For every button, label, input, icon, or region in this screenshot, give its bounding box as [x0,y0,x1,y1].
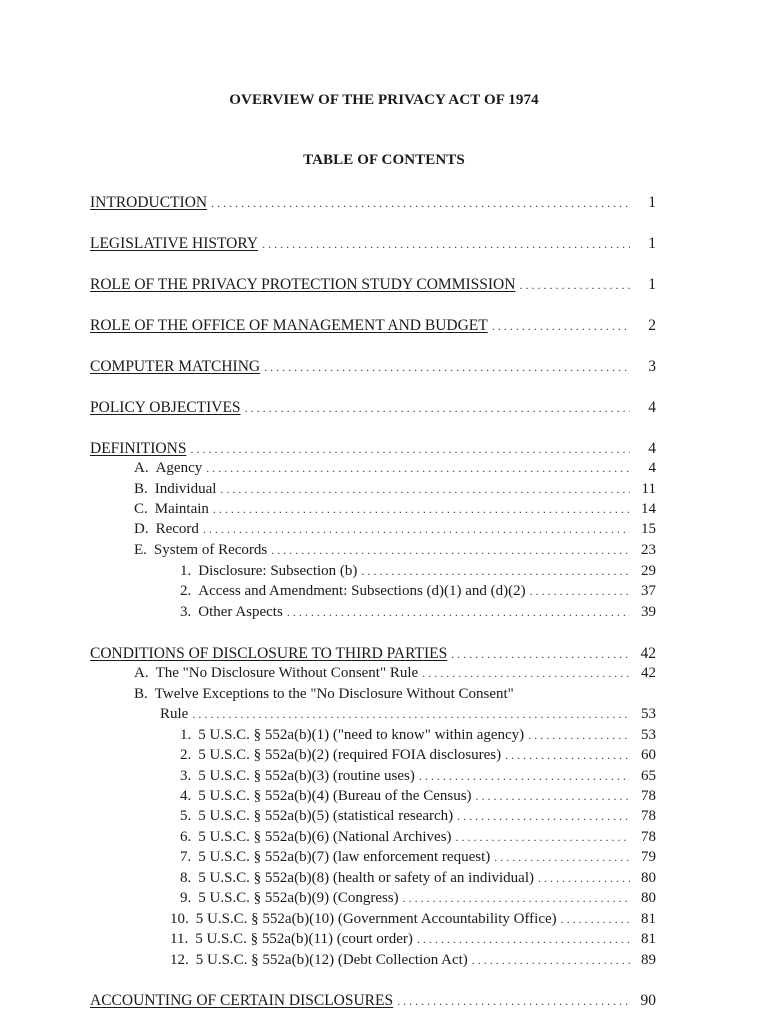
toc-page-number: 89 [641,952,656,968]
toc-item-label[interactable]: 2. 5 U.S.C. § 552a(b)(2) (required FOIA disclosures) [180,747,502,763]
toc-item-exception-10[interactable] [170,911,656,931]
toc-page-number: 1 [648,194,656,211]
toc-subentry-label[interactable]: A. Agency [134,460,203,476]
toc-item-label[interactable]: 7. 5 U.S.C. § 552a(b)(7) (law enforcement request) [180,849,491,865]
toc-subentry-label-continued[interactable]: Rule [160,706,189,722]
dot-leader [505,748,630,763]
toc-page-number: 4 [648,399,656,416]
toc-item-label[interactable]: 3. Other Aspects [180,604,283,620]
toc-subentry-twelve-exceptions-line1[interactable] [134,686,656,706]
toc-page-number: 37 [641,583,656,599]
dot-leader [419,769,630,784]
toc-entry-label[interactable]: ROLE OF THE PRIVACY PROTECTION STUDY COMMISSION [90,276,516,293]
toc-page-number: 81 [641,931,656,947]
toc-item-disclosure-subsection-b[interactable] [180,563,656,583]
toc-page-number: 2 [648,317,656,334]
toc-page-number: 65 [641,768,656,784]
toc-page-number: 53 [641,706,656,722]
toc-item-label[interactable]: 3. 5 U.S.C. § 552a(b)(3) (routine uses) [180,768,415,784]
dot-leader [403,891,630,906]
dot-leader [492,319,630,334]
toc-item-label[interactable]: 6. 5 U.S.C. § 552a(b)(6) (National Archives) [180,829,452,845]
toc-page-number: 78 [641,788,656,804]
toc-entry-privacy-protection-study-commission[interactable] [90,276,656,296]
toc-entry-office-of-management-and-budget[interactable] [90,317,656,337]
dot-leader [361,564,630,579]
toc-item-exception-8[interactable] [180,870,656,890]
toc-page-number: 81 [641,911,656,927]
toc-item-label[interactable]: 12. 5 U.S.C. § 552a(b)(12) (Debt Collection Act) [170,952,468,968]
toc-entry-introduction[interactable] [90,194,656,214]
toc-page-number: 60 [641,747,656,763]
document-title: OVERVIEW OF THE PRIVACY ACT OF 1974 [229,92,539,108]
toc-page-number: 39 [641,604,656,620]
dot-leader [206,461,630,476]
dot-leader [192,707,630,722]
toc-item-label[interactable]: 1. 5 U.S.C. § 552a(b)(1) ("need to know" within agency) [180,727,525,743]
toc-entry-legislative-history[interactable] [90,235,656,255]
dot-leader [417,932,630,947]
toc-item-access-and-amendment[interactable] [180,583,656,603]
toc-subentry-individual[interactable] [134,481,656,501]
toc-page-number: 23 [641,542,656,558]
toc-item-label[interactable]: 4. 5 U.S.C. § 552a(b)(4) (Bureau of the Census) [180,788,472,804]
dot-leader [528,728,630,743]
dot-leader [561,912,630,927]
toc-item-label[interactable]: 8. 5 U.S.C. § 552a(b)(8) (health or safety of an individual) [180,870,534,886]
toc-item-exception-2[interactable] [180,747,656,767]
toc-entry-label[interactable]: DEFINITIONS [90,440,187,457]
toc-item-exception-1[interactable] [180,727,656,747]
toc-item-exception-7[interactable] [180,849,656,869]
toc-subentry-system-of-records[interactable] [134,542,656,562]
toc-item-label[interactable]: 1. Disclosure: Subsection (b) [180,563,358,579]
toc-entry-label[interactable]: INTRODUCTION [90,194,208,211]
toc-entry-label[interactable]: CONDITIONS OF DISCLOSURE TO THIRD PARTIES [90,645,448,662]
dot-leader [476,789,630,804]
toc-item-exception-12[interactable] [170,952,656,972]
toc-subentry-label[interactable]: E. System of Records [134,542,268,558]
toc-page-number: 42 [640,645,656,662]
toc-entry-conditions-of-disclosure[interactable] [90,645,656,665]
toc-page-number: 42 [641,665,656,681]
toc-item-label[interactable]: 10. 5 U.S.C. § 552a(b)(10) (Government Accountability Office) [170,911,557,927]
toc-subentry-no-disclosure-rule[interactable] [134,665,656,685]
toc-page-number: 14 [641,501,656,517]
dot-leader [494,850,630,865]
toc-item-label[interactable]: 2. Access and Amendment: Subsections (d)(1) and (d)(2) [180,583,526,599]
toc-item-exception-4[interactable] [180,788,656,808]
dot-leader [530,584,630,599]
toc-subentry-agency[interactable] [134,460,656,480]
toc-item-exception-5[interactable] [180,808,656,828]
toc-item-exception-3[interactable] [180,768,656,788]
dot-leader [422,666,630,681]
toc-page-number: 1 [648,235,656,252]
toc-subentry-label[interactable]: D. Record [134,521,199,537]
toc-item-exception-9[interactable] [180,890,656,910]
toc-page-number: 78 [641,808,656,824]
dot-leader [262,237,630,252]
toc-item-exception-6[interactable] [180,829,656,849]
toc-page-number: 78 [641,829,656,845]
toc-heading: TABLE OF CONTENTS [303,152,465,168]
toc-page-number: 80 [641,870,656,886]
toc-page-number: 3 [648,358,656,375]
dot-leader [190,442,630,457]
toc-page-number: 29 [641,563,656,579]
toc-page-number: 79 [641,849,656,865]
dot-leader [397,994,630,1009]
dot-leader [287,605,630,620]
toc-entry-label[interactable]: POLICY OBJECTIVES [90,399,241,416]
toc-item-label[interactable]: 11. 5 U.S.C. § 552a(b)(11) (court order) [170,931,413,947]
toc-subentry-label[interactable]: B. Twelve Exceptions to the "No Disclosure Without Consent" [134,686,514,702]
dot-leader [213,502,630,517]
toc-entry-definitions[interactable] [90,440,656,460]
toc-item-label[interactable]: 5. 5 U.S.C. § 552a(b)(5) (statistical research) [180,808,454,824]
dot-leader [519,278,630,293]
toc-page-number: 4 [648,460,656,476]
toc-item-label[interactable]: 9. 5 U.S.C. § 552a(b)(9) (Congress) [180,890,399,906]
toc-entry-label[interactable]: ROLE OF THE OFFICE OF MANAGEMENT AND BUDGET [90,317,488,334]
toc-page-number: 4 [648,440,656,457]
dot-leader [472,953,630,968]
dot-leader [245,401,630,416]
toc-entry-accounting-of-disclosures[interactable] [90,992,656,1012]
toc-page-number: 1 [648,276,656,293]
dot-leader [457,809,630,824]
dot-leader [220,482,630,497]
toc-entry-label[interactable]: ACCOUNTING OF CERTAIN DISCLOSURES [90,992,394,1009]
dot-leader [451,647,630,662]
toc-page-number: 80 [641,890,656,906]
dot-leader [264,360,630,375]
toc-item-exception-11[interactable] [170,931,656,951]
toc-page-number: 11 [641,481,656,497]
toc-entry-computer-matching[interactable] [90,358,656,378]
dot-leader [203,522,630,537]
toc-entry-label[interactable]: LEGISLATIVE HISTORY [90,235,259,252]
toc-subentry-label[interactable]: B. Individual [134,481,217,497]
toc-subentry-label[interactable]: C. Maintain [134,501,209,517]
dot-leader [211,196,630,211]
toc-subentry-record[interactable] [134,521,656,541]
toc-subentry-twelve-exceptions-line2[interactable] [160,706,656,726]
dot-leader [456,830,630,845]
dot-leader [271,543,630,558]
dot-leader [538,871,630,886]
toc-item-other-aspects[interactable] [180,604,656,624]
toc-subentry-maintain[interactable] [134,501,656,521]
toc-subentry-label[interactable]: A. The "No Disclosure Without Consent" Rule [134,665,419,681]
toc-page-number: 53 [641,727,656,743]
toc-page-number: 15 [641,521,656,537]
toc-entry-policy-objectives[interactable] [90,399,656,419]
toc-entry-label[interactable]: COMPUTER MATCHING [90,358,261,375]
toc-page-number: 90 [640,992,656,1009]
